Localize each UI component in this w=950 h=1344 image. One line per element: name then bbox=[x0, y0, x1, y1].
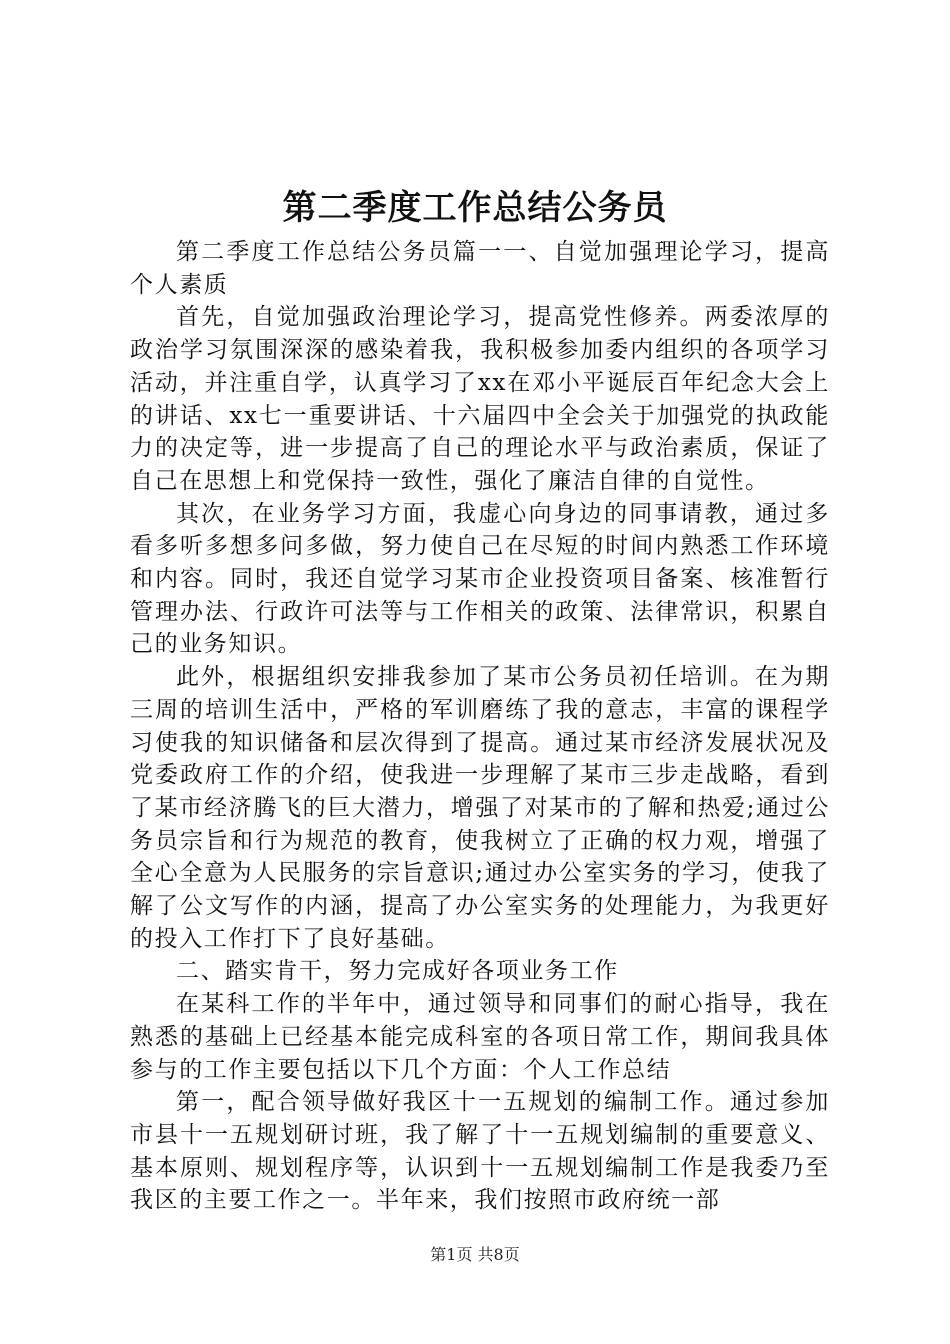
paragraph-planning: 第一，配合领导做好我区十一五规划的编制工作。通过参加市县十一五规划研讨班，我了解了十一五规划编制的重要意义、基本原则、规划程序等，认识到十一五规划编制工作是我委乃至我区的主要工作之一。半年来，我们按照市政府统一部 bbox=[130, 1089, 830, 1214]
paragraph-business-study: 其次，在业务学习方面，我虚心向身边的同事请教，通过多看多听多想多问多做，努力使自己在尽短的时间内熟悉工作环境和内容。同时，我还自觉学习某市企业投资项目备案、核准暂行管理办法、行政许可法等与工作相关的政策、法律常识，积累自己的业务知识。 bbox=[130, 500, 830, 658]
paragraph-training: 此外，根据组织安排我参加了某市公务员初任培训。在为期三周的培训生活中，严格的军训磨练了我的意志，丰富的课程学习使我的知识储备和层次得到了提高。通过某市经济发展状况及党委政府工作的介绍，使我进一步理解了某市三步走战略，看到了某市经济腾飞的巨大潜力，增强了对某市的了解和热爱;通过公务员宗旨和行为规范的教育，使我树立了正确的权力观，增强了全心全意为人民服务的宗旨意识;通过办公室实务的学习，使我了解了公文写作的内涵，提高了办公室实务的处理能力，为我更好的投入工作打下了良好基础。 bbox=[130, 664, 830, 952]
page-number-footer: 第1页 共8页 bbox=[430, 1245, 520, 1264]
paragraph-work-overview: 在某科工作的半年中，通过领导和同事们的耐心指导，我在熟悉的基础上已经基本能完成科室的各项日常工作，期间我具体参与的工作主要包括以下几个方面：个人工作总结 bbox=[130, 991, 830, 1083]
paragraph-intro: 第二季度工作总结公务员篇一一、自觉加强理论学习，提高个人素质 bbox=[130, 239, 830, 298]
section-heading-work: 二、踏实肯干，努力完成好各项业务工作 bbox=[176, 958, 619, 985]
paragraph-theory-study: 首先，自觉加强政治理论学习，提高党性修养。两委浓厚的政治学习氛围深深的感染着我，我积极参加委内组织的各项学习活动，并注重自学，认真学习了xx在邓小平诞辰百年纪念大会上的讲话、xx七一重要讲话、十六届四中全会关于加强党的执政能力的决定等，进一步提高了自己的理论水平与政治素质，保证了自己在思想上和党保持一致性，强化了廉洁自律的自觉性。 bbox=[130, 304, 830, 494]
document-body bbox=[130, 236, 830, 1217]
document-title: 第二季度工作总结公务员 bbox=[282, 188, 668, 228]
